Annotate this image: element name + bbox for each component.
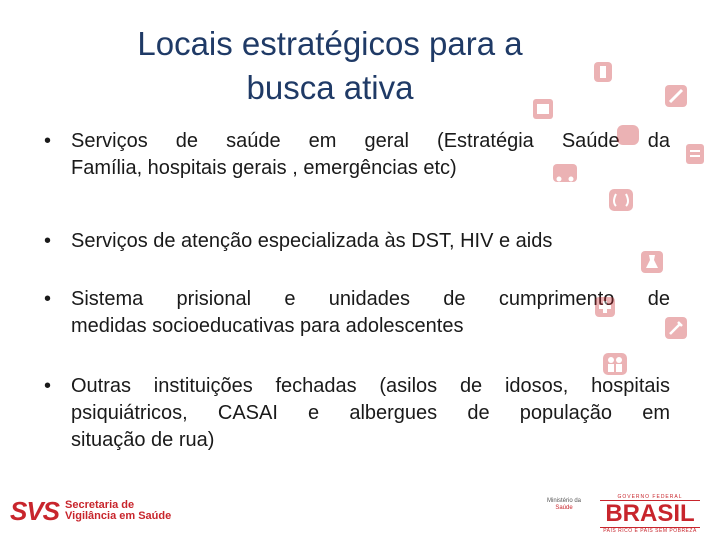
bullet-2-line-1: Serviços de atenção especializada às DST, HIV e aids (71, 230, 553, 252)
deco-vaccine-icon (664, 316, 688, 340)
bullet-3-line-1: Sistema prisional e unidades de cumprimento de (71, 288, 670, 310)
bullet-dot: • (44, 288, 52, 310)
deco-calendar-icon (532, 98, 554, 120)
deco-clipboard-icon (684, 142, 706, 166)
bullet-4-line-3: situação de rua) (71, 429, 215, 451)
bullet-item-2 (44, 228, 670, 255)
bullet-4-line-1: Outras instituições fechadas (asilos de idosos, hospitais (71, 375, 670, 397)
svs-logo-text (65, 500, 171, 522)
ministry-line-2: Saúde (555, 505, 573, 511)
bullet-item-4 (44, 373, 670, 454)
deco-bottle-icon (592, 60, 614, 84)
ministry-line-1: Ministério da (546, 498, 581, 504)
svs-logo (10, 498, 171, 524)
bullet-1-line-1: Serviços de saúde em geral (Estratégia Saúde da (71, 130, 670, 152)
deco-plus-icon (594, 296, 616, 318)
bullet-dot: • (44, 230, 52, 252)
svs-line-2: Vigilância em Saúde (65, 510, 172, 522)
brasil-government-logo (600, 494, 700, 534)
bullet-dot: • (44, 130, 52, 152)
svs-line-1: Secretaria de (65, 499, 135, 511)
deco-ambulance-icon (552, 162, 578, 184)
ministry-of-health-logo (538, 498, 590, 512)
title-line-2: busca ativa (246, 69, 414, 106)
bullet-3-line-2: medidas socioeducativas para adolescentes (71, 315, 464, 337)
bullet-1-line-2: Família, hospitais gerais , emergências etc) (71, 157, 457, 179)
brasil-slogan: PAÍS RICO É PAÍS SEM POBREZA (600, 527, 700, 534)
deco-pill-icon (616, 124, 640, 146)
deco-lungs-icon (608, 188, 634, 212)
brasil-top-line: GOVERNO FEDERAL (600, 494, 700, 501)
brasil-wordmark: BRASIL (605, 500, 695, 527)
bullet-dot: • (44, 375, 52, 397)
bullet-item-3 (44, 286, 670, 340)
footer (0, 490, 720, 540)
title-line-1: Locais estratégicos para a (137, 25, 523, 62)
deco-family-icon (602, 352, 628, 376)
svs-logo-mark: SVS (10, 496, 60, 526)
bullet-4-line-2: psiquiátricos, CASAI e albergues de população em (71, 402, 670, 424)
deco-flask-icon (640, 250, 664, 274)
slide-title (60, 22, 600, 110)
deco-syringe-icon (664, 84, 688, 108)
